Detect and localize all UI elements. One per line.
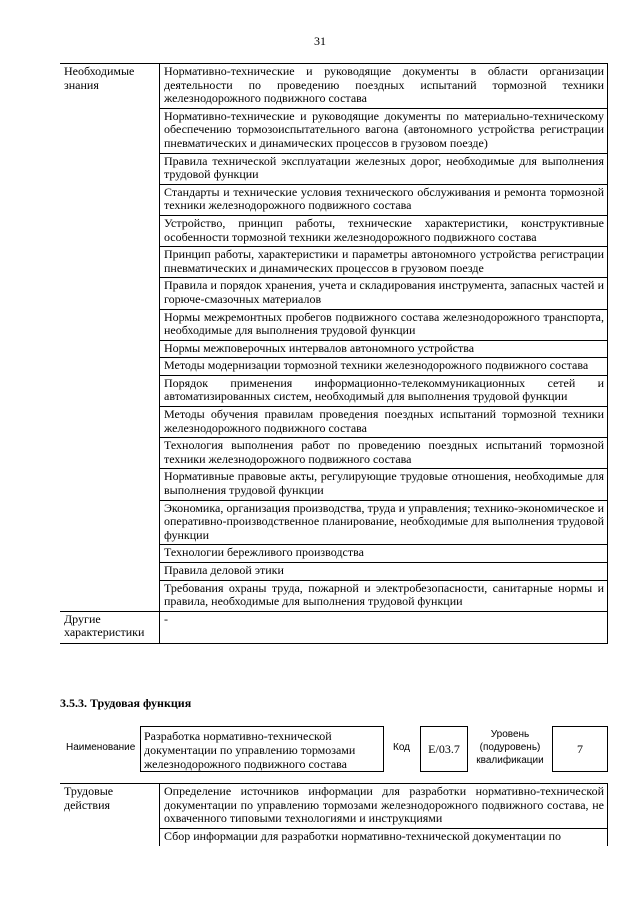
table-row — [60, 64, 608, 109]
knowledge-item: Стандарты и технические условия технического обслуживания и ремонта тормозной техники железнодорожного подвижного состава — [160, 184, 608, 215]
actions-label: Трудовые действия — [60, 784, 160, 846]
qualification-level-value: 7 — [577, 742, 583, 756]
knowledge-label: Необходимые знания — [60, 64, 160, 612]
other-label: Другие характеристики — [60, 611, 160, 643]
knowledge-item: Порядок применения информационно-телекоммуникационных сетей и автоматизированных систем, необходимый для выполнения трудовой функции — [160, 375, 608, 406]
knowledge-item: Нормативные правовые акты, регулирующие трудовые отношения, необходимые для выполнения трудовой функции — [160, 469, 608, 500]
knowledge-item: Правила технической эксплуатации железных дорог, необходимые для выполнения трудовой функции — [160, 153, 608, 184]
knowledge-item: Нормы межремонтных пробегов подвижного состава железнодорожного транспорта, необходимые для выполнения трудовой функции — [160, 309, 608, 340]
knowledge-item: Нормы межповерочных интервалов автономного устройства — [160, 340, 608, 358]
knowledge-item: Технологии бережливого производства — [160, 545, 608, 563]
function-code-value: E/03.7 — [428, 742, 460, 756]
page-number: 31 — [314, 34, 326, 48]
qualification-level-box — [552, 726, 608, 772]
knowledge-item: Экономика, организация производства, труда и управления; технико-экономическое и оперативно-производственное планирование, необходимые для выполнения трудовой функции — [160, 500, 608, 545]
knowledge-table — [60, 63, 608, 644]
table-row — [60, 784, 608, 829]
knowledge-item: Методы модернизации тормозной техники железнодорожного подвижного состава — [160, 358, 608, 376]
knowledge-item: Правила деловой этики — [160, 563, 608, 581]
knowledge-item: Правила и порядок хранения, учета и складирования инструмента, запасных частей и горюче-смазочных материалов — [160, 278, 608, 309]
code-caption: Код — [393, 742, 411, 753]
knowledge-item: Принцип работы, характеристики и параметры автономного устройства регистрации пневматических и динамических процессов в грузовом поезде — [160, 247, 608, 278]
other-value: - — [160, 611, 608, 643]
function-name-box: Разработка нормативно-технической документации по управлению тормозами железнодорожного подвижного состава — [140, 726, 384, 772]
section-heading: 3.5.3. Трудовая функция — [60, 696, 192, 710]
name-caption: Наименование — [66, 742, 136, 753]
level-caption: Уровень (подуровень) квалификации — [476, 729, 544, 766]
knowledge-item: Устройство, принцип работы, технические характеристики, конструктивные особенности тормозной техники железнодорожного подвижного состава — [160, 215, 608, 246]
actions-table — [60, 783, 608, 846]
knowledge-item: Требования охраны труда, пожарной и электробезопасности, санитарные нормы и правила, необходимые для выполнения трудовой функции — [160, 580, 608, 611]
action-item: Сбор информации для разработки нормативно-технической документации по — [160, 828, 608, 846]
knowledge-item: Нормативно-технические и руководящие документы по материально-техническому обеспечению тормозоиспытательного вагона (автономного устройства регистрации пневматических и динамических процессов в грузовом поезде) — [160, 108, 608, 153]
knowledge-item: Технология выполнения работ по проведению поездных испытаний тормозной техники железнодорожного подвижного состава — [160, 438, 608, 469]
knowledge-item: Нормативно-технические и руководящие документы в области организации деятельности по проведению поездных испытаний тормозной техники железнодорожного подвижного состава — [160, 64, 608, 109]
table-row — [60, 611, 608, 643]
action-item: Определение источников информации для разработки нормативно-технической документации по управлению тормозами железнодорожного подвижного состава, не охваченного типовыми технологиями и инструкциями — [160, 784, 608, 829]
function-code-box — [420, 726, 468, 772]
knowledge-item: Методы обучения правилам проведения поездных испытаний тормозной техники железнодорожного подвижного состава — [160, 407, 608, 438]
